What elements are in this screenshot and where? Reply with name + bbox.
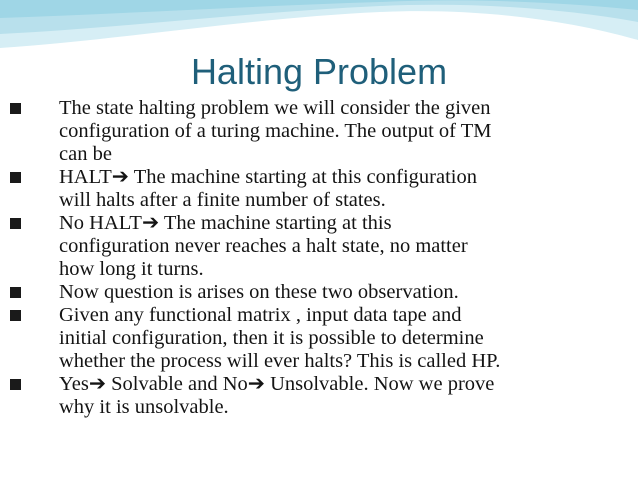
bullet-diamond-icon (10, 172, 21, 183)
slide-title: Halting Problem (190, 51, 448, 92)
bullet-diamond-icon (10, 287, 21, 298)
bullet-text: The state halting problem we will consider the given configuration of a turing machine. The output of TM can be (59, 97, 492, 165)
bullet-diamond-icon (10, 379, 21, 390)
bullet-text: Now question is arises on these two observation. (59, 281, 459, 303)
bullet-item (10, 97, 630, 166)
bullet-diamond-icon (10, 218, 21, 229)
bullet-text: HALT➔ The machine starting at this configuration will halts after a finite number of states. (59, 166, 477, 211)
bullet-text: No HALT➔ The machine starting at this configuration never reaches a halt state, no matter how long it turns. (59, 212, 468, 280)
bullet-item (10, 166, 630, 212)
bullet-item (10, 304, 630, 373)
bullet-item (10, 373, 630, 419)
bullet-list (10, 97, 630, 419)
bullet-diamond-icon (10, 103, 21, 114)
bullet-item (10, 212, 630, 281)
bullet-item (10, 281, 630, 304)
bullet-text: Given any functional matrix , input data tape and initial configuration, then it is possible to determine whether the process will ever halts? This is called HP. (59, 304, 501, 372)
bullet-diamond-icon (10, 310, 21, 321)
bullet-text: Yes➔ Solvable and No➔ Unsolvable. Now we prove why it is unsolvable. (59, 373, 495, 418)
